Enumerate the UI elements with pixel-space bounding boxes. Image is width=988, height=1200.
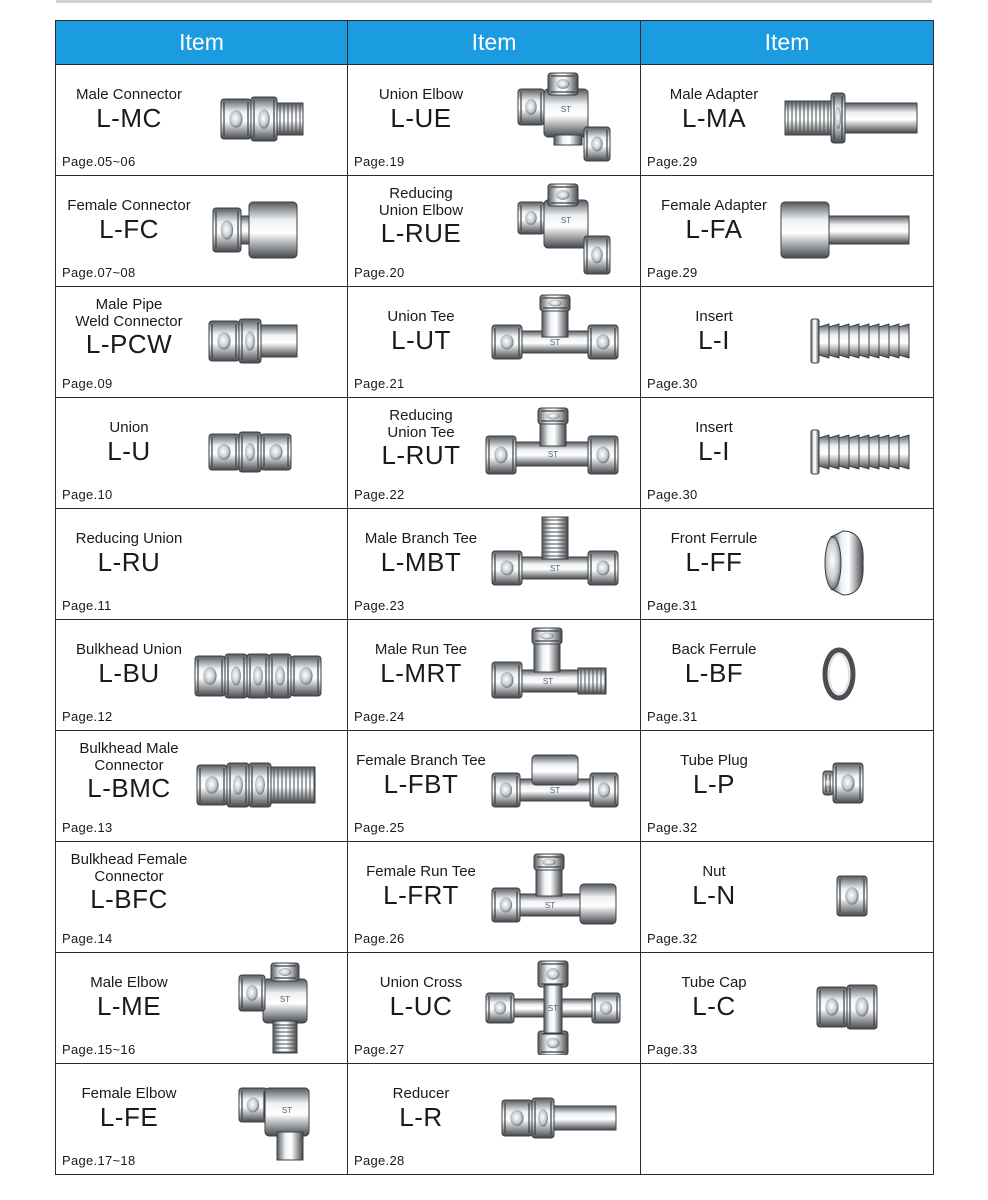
- item-code: L-UE: [390, 102, 452, 133]
- catalog-item-cell: [56, 731, 348, 842]
- page-reference: Page.29: [647, 154, 698, 169]
- item-code: L-MC: [96, 102, 162, 133]
- item-label: [354, 309, 488, 354]
- item-code: L-R: [399, 1101, 443, 1132]
- item-label: [62, 852, 196, 913]
- item-code: L-P: [693, 768, 735, 799]
- union-icon: [191, 404, 339, 500]
- svg-text:ST: ST: [542, 677, 554, 686]
- table-header-row: [56, 21, 934, 65]
- item-code: L-PCW: [85, 329, 173, 359]
- item-name: Weld Connector: [75, 312, 183, 330]
- table-row: [56, 65, 934, 176]
- table-row: [56, 398, 934, 509]
- empty-cell: [641, 1064, 934, 1175]
- catalog-item-cell: [641, 953, 934, 1064]
- item-name: Reducing: [389, 407, 453, 424]
- table-row: [56, 287, 934, 398]
- catalog-item-cell: [56, 65, 348, 176]
- item-label: [62, 1086, 196, 1131]
- male-elbow-icon: [191, 959, 339, 1055]
- reducing-union-elbow-icon: [484, 182, 632, 278]
- back-ferrule-icon: [777, 626, 925, 722]
- item-label: [354, 87, 488, 132]
- page-reference: Page.05~06: [62, 154, 136, 169]
- table-row: [56, 953, 934, 1064]
- item-name: Nut: [702, 863, 726, 880]
- item-code: L-C: [692, 990, 736, 1021]
- page-reference: Page.11: [62, 598, 112, 613]
- item-name: Connector: [94, 756, 164, 774]
- catalog-item-cell: [348, 398, 641, 509]
- item-label: [647, 309, 781, 354]
- page-reference: Page.32: [647, 820, 698, 835]
- page-reference: Page.12: [62, 709, 113, 724]
- catalog-item-cell: [56, 842, 348, 953]
- item-label: [62, 642, 196, 687]
- item-label: [354, 1086, 488, 1131]
- page-reference: Page.07~08: [62, 265, 136, 280]
- catalog-item-cell: [348, 731, 641, 842]
- item-label: [647, 975, 781, 1020]
- item-name: Reducer: [392, 1085, 450, 1102]
- item-name: Female Adapter: [661, 197, 767, 214]
- page-reference: Page.17~18: [62, 1153, 136, 1168]
- item-code: L-BF: [684, 657, 744, 688]
- item-name: Male Pipe: [95, 296, 163, 313]
- item-code: L-N: [692, 879, 736, 910]
- item-name: Reducing Union: [75, 530, 183, 547]
- nut-icon: [777, 848, 925, 944]
- item-label: [62, 531, 196, 576]
- item-label: [62, 87, 196, 132]
- catalog-item-cell: [56, 509, 348, 620]
- page-reference: Page.20: [354, 265, 405, 280]
- catalog-item-cell: [56, 953, 348, 1064]
- column-header: Item: [56, 21, 348, 65]
- bulkhead-male-connector-icon: [191, 737, 339, 833]
- catalog-item-cell: [641, 287, 934, 398]
- item-name: Male Branch Tee: [364, 530, 478, 547]
- item-name: Union Tee: [387, 308, 455, 325]
- catalog-item-cell: [641, 65, 934, 176]
- item-name: Union Elbow: [378, 201, 464, 219]
- item-name: Tube Cap: [681, 974, 747, 991]
- svg-text:ST: ST: [549, 564, 561, 573]
- item-name: Union Cross: [379, 974, 463, 991]
- svg-text:ST: ST: [544, 901, 556, 910]
- page-reference: Page.27: [354, 1042, 405, 1057]
- fittings-catalog-table: [55, 20, 934, 1175]
- item-label: [62, 975, 196, 1020]
- item-label: [354, 408, 488, 469]
- page-reference: Page.22: [354, 487, 405, 502]
- item-name: Tube Plug: [680, 752, 748, 769]
- page-reference: Page.30: [647, 487, 698, 502]
- female-branch-tee-icon: [484, 737, 632, 833]
- table-row: [56, 620, 934, 731]
- page-reference: Page.10: [62, 487, 113, 502]
- item-label: [647, 198, 781, 243]
- insert-icon: [777, 293, 925, 389]
- item-code: L-FC: [99, 213, 159, 244]
- svg-text:ST: ST: [549, 786, 561, 795]
- item-label: [354, 975, 488, 1020]
- item-code: L-UT: [391, 324, 451, 355]
- item-name: Bulkhead Female: [70, 851, 188, 868]
- item-name: Union Tee: [387, 423, 455, 441]
- item-name: Back Ferrule: [671, 641, 757, 658]
- union-elbow-icon: [484, 71, 632, 167]
- item-name: Bulkhead Male: [79, 740, 179, 757]
- item-label: [354, 864, 488, 909]
- female-adapter-icon: [777, 182, 925, 278]
- item-name: Female Elbow: [81, 1085, 177, 1102]
- item-name: Front Ferrule: [670, 530, 758, 547]
- item-code: L-MA: [681, 102, 747, 133]
- catalog-item-cell: [56, 287, 348, 398]
- item-code: L-FBT: [383, 768, 459, 799]
- catalog-item-cell: [348, 65, 641, 176]
- female-run-tee-icon: [484, 848, 632, 944]
- catalog-item-cell: [641, 176, 934, 287]
- item-code: L-BMC: [87, 773, 171, 803]
- page-reference: Page.31: [647, 709, 698, 724]
- item-label: [647, 642, 781, 687]
- page-reference: Page.19: [354, 154, 405, 169]
- female-connector-icon: [191, 182, 339, 278]
- catalog-item-cell: [348, 176, 641, 287]
- item-label: [62, 741, 196, 802]
- item-code: L-BU: [98, 657, 160, 688]
- svg-text:ST: ST: [549, 338, 561, 347]
- item-label: [62, 198, 196, 243]
- table-row: [56, 509, 934, 620]
- union-cross-icon: [484, 959, 632, 1055]
- catalog-item-cell: [641, 842, 934, 953]
- item-label: [647, 531, 781, 576]
- svg-text:ST: ST: [560, 216, 572, 225]
- table-row: [56, 842, 934, 953]
- item-name: Union: [109, 419, 149, 436]
- page-reference: Page.26: [354, 931, 405, 946]
- catalog-item-cell: [56, 176, 348, 287]
- catalog-item-cell: [641, 398, 934, 509]
- catalog-item-cell: [348, 953, 641, 1064]
- item-name: Union Elbow: [378, 86, 464, 103]
- bulkhead-union-icon: [191, 626, 339, 722]
- top-divider: [56, 0, 932, 3]
- table-row: [56, 176, 934, 287]
- item-code: L-FRT: [383, 879, 459, 910]
- catalog-item-cell: [348, 1064, 641, 1175]
- item-label: [647, 753, 781, 798]
- item-code: L-MBT: [380, 546, 462, 577]
- reducer-icon: [484, 1070, 632, 1166]
- table-row: [56, 731, 934, 842]
- item-label: [647, 87, 781, 132]
- item-code: L-I: [698, 324, 730, 355]
- catalog-item-cell: [348, 287, 641, 398]
- item-name: Connector: [94, 867, 164, 885]
- union-tee-icon: [484, 293, 632, 389]
- page-reference: Page.14: [62, 931, 113, 946]
- item-label: [647, 420, 781, 465]
- item-code: L-MRT: [380, 657, 462, 688]
- item-label: [354, 642, 488, 687]
- page-reference: Page.25: [354, 820, 405, 835]
- item-code: L-ME: [96, 990, 162, 1021]
- male-branch-tee-icon: [484, 515, 632, 611]
- item-name: Bulkhead Union: [76, 641, 182, 658]
- male-adapter-icon: [777, 71, 925, 167]
- page-reference: Page.13: [62, 820, 113, 835]
- item-name: Insert: [695, 419, 733, 436]
- item-name: Male Adapter: [669, 86, 759, 103]
- reducing-union-icon: [191, 515, 339, 611]
- item-name: Male Run Tee: [374, 641, 468, 658]
- catalog-item-cell: [641, 509, 934, 620]
- svg-text:ST: ST: [547, 1004, 559, 1013]
- item-code: L-BFC: [90, 884, 168, 914]
- item-name: Male Elbow: [90, 974, 168, 991]
- page-reference: Page.28: [354, 1153, 405, 1168]
- item-label: [354, 186, 488, 247]
- item-name: Female Run Tee: [366, 863, 476, 880]
- item-label: [354, 531, 488, 576]
- column-header: Item: [641, 21, 934, 65]
- page-reference: Page.32: [647, 931, 698, 946]
- item-label: [62, 420, 196, 465]
- table-row: [56, 1064, 934, 1175]
- catalog-item-cell: [641, 620, 934, 731]
- svg-text:ST: ST: [547, 450, 559, 459]
- catalog-item-cell: [56, 398, 348, 509]
- page-reference: Page.15~16: [62, 1042, 136, 1057]
- insert-icon: [777, 404, 925, 500]
- page-reference: Page.33: [647, 1042, 698, 1057]
- page-reference: Page.29: [647, 265, 698, 280]
- tube-cap-icon: [777, 959, 925, 1055]
- male-pipe-weld-connector-icon: [191, 293, 339, 389]
- svg-text:ST: ST: [560, 105, 572, 114]
- page-reference: Page.30: [647, 376, 698, 391]
- item-code: L-RUT: [381, 440, 461, 470]
- item-code: L-FE: [99, 1101, 159, 1132]
- item-code: L-UC: [389, 990, 453, 1021]
- front-ferrule-icon: [777, 515, 925, 611]
- item-code: L-FF: [685, 546, 743, 577]
- item-code: L-FA: [685, 213, 743, 244]
- bulkhead-female-connector-icon: [191, 848, 339, 944]
- item-code: L-U: [107, 435, 151, 466]
- catalog-item-cell: [56, 620, 348, 731]
- item-code: L-RUE: [380, 218, 462, 248]
- catalog-item-cell: [56, 1064, 348, 1175]
- page-reference: Page.23: [354, 598, 405, 613]
- page-reference: Page.21: [354, 376, 405, 391]
- item-name: Female Branch Tee: [356, 752, 486, 769]
- item-name: Female Connector: [67, 197, 191, 214]
- page-reference: Page.31: [647, 598, 698, 613]
- male-connector-icon: [191, 71, 339, 167]
- catalog-item-cell: [641, 731, 934, 842]
- item-label: [62, 297, 196, 358]
- item-name: Reducing: [389, 185, 453, 202]
- item-label: [647, 864, 781, 909]
- column-header: Item: [348, 21, 641, 65]
- tube-plug-icon: [777, 737, 925, 833]
- svg-text:ST: ST: [279, 995, 291, 1004]
- reducing-union-tee-icon: [484, 404, 632, 500]
- male-run-tee-icon: [484, 626, 632, 722]
- catalog-item-cell: [348, 842, 641, 953]
- item-code: L-I: [698, 435, 730, 466]
- catalog-item-cell: [348, 509, 641, 620]
- item-code: L-RU: [97, 546, 161, 577]
- catalog-item-cell: [348, 620, 641, 731]
- page-reference: Page.09: [62, 376, 113, 391]
- item-name: Insert: [695, 308, 733, 325]
- female-elbow-icon: [191, 1070, 339, 1166]
- item-name: Male Connector: [76, 86, 182, 103]
- page-reference: Page.24: [354, 709, 405, 724]
- svg-text:ST: ST: [281, 1106, 293, 1115]
- item-label: [354, 753, 488, 798]
